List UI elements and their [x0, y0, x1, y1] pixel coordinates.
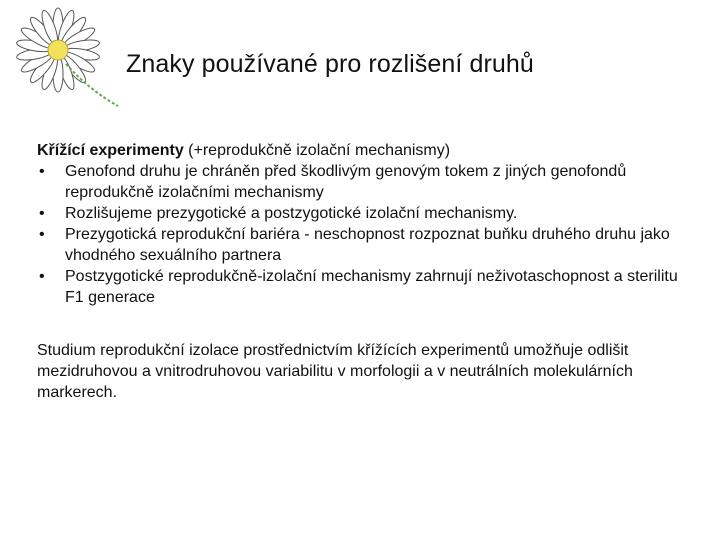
list-item-text: Genofond druhu je chráněn před škodlivým genovým tokem z jiných genofondů reprodukčně izolačními mechanismy — [65, 163, 627, 201]
list-item — [37, 224, 687, 266]
slide-content — [37, 140, 687, 403]
list-item — [37, 266, 687, 308]
daisy-flower-icon — [4, 6, 124, 110]
section-heading — [37, 140, 687, 161]
heading-rest: (+reprodukčně izolační mechanismy) — [183, 142, 451, 159]
bullet-dot: • — [39, 268, 45, 285]
bullet-list — [37, 161, 687, 308]
summary-paragraph: Studium reprodukční izolace prostřednictvím křížících experimentů umožňuje odlišit mezidruhovou a vnitrodruhovou variabilitu v morfologii a v neutrálních molekulárních markerech. — [37, 342, 633, 401]
bullet-dot: • — [39, 226, 45, 243]
list-item — [37, 161, 687, 203]
page-title: Znaky používané pro rozlišení druhů — [126, 50, 534, 78]
list-item-text: Prezygotická reprodukční bariéra - neschopnost rozpoznat buňku druhého druhu jako vhodného sexuálního partnera — [65, 226, 670, 264]
bullet-dot: • — [39, 205, 45, 222]
list-item — [37, 203, 687, 224]
bullet-dot: • — [39, 163, 45, 180]
list-item-text: Postzygotické reprodukčně-izolační mechanismy zahrnují neživotaschopnost a sterilitu F1 generace — [65, 268, 678, 306]
heading-bold: Křížící experimenty — [37, 142, 184, 159]
list-item-text: Rozlišujeme prezygotické a postzygotické izolační mechanismy. — [65, 205, 518, 222]
